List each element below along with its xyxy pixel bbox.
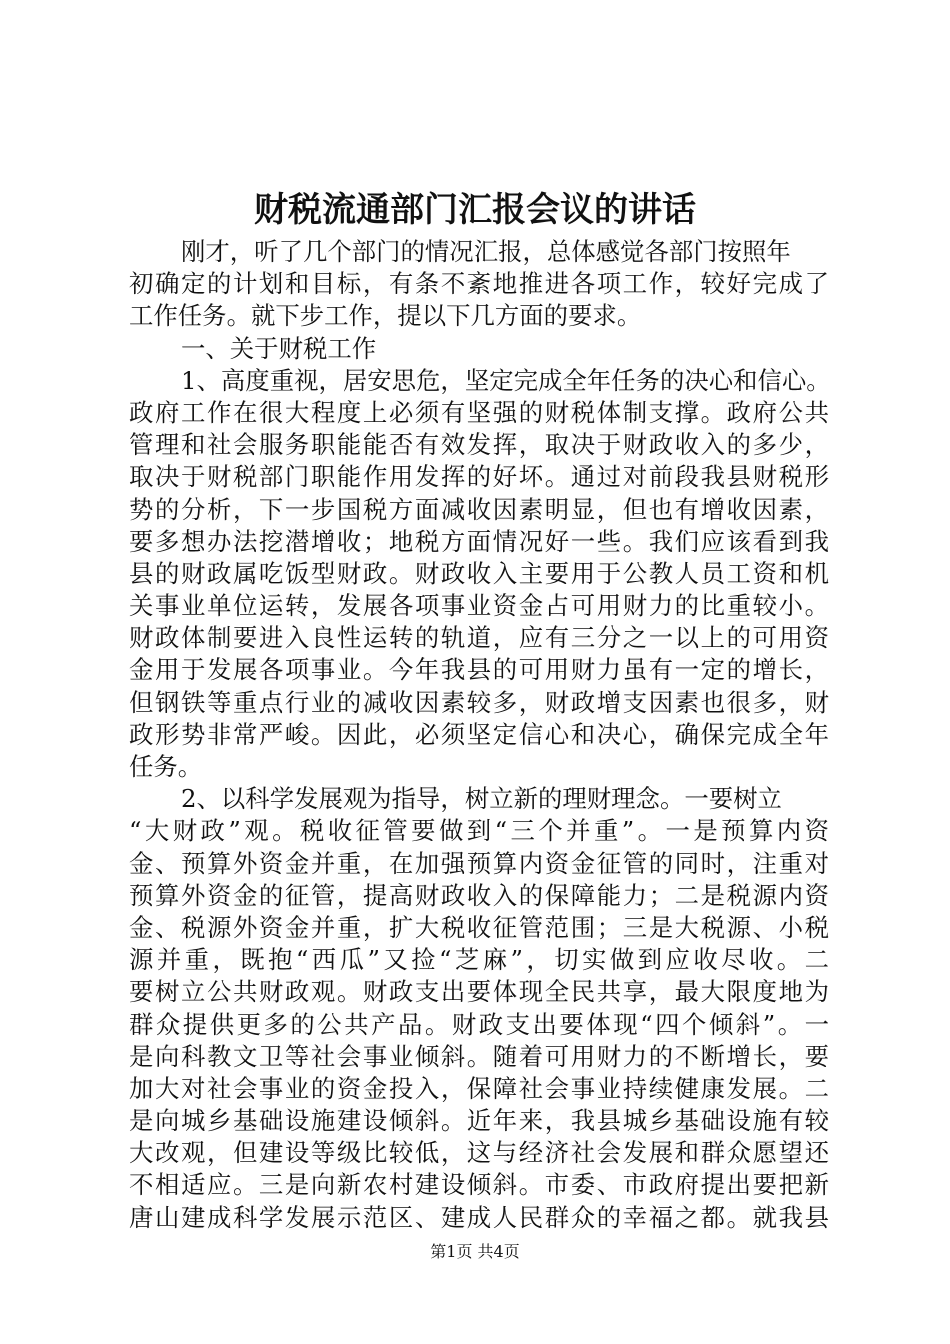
paragraph-line: 1、高度重视，居安思危，坚定完成全年任务的决心和信心。 (181, 365, 831, 395)
paragraph-line: 金用于发展各项事业。今年我县的可用财力虽有一定的增长， (129, 655, 829, 685)
paragraph-line: 取决于财税部门职能作用发挥的好坏。通过对前段我县财税形 (129, 462, 829, 492)
paragraph-line: 源并重，既抱“西瓜”又捡“芝麻”，切实做到应收尽收。二 (129, 945, 829, 975)
paragraph-line: 但钢铁等重点行业的减收因素较多，财政增支因素也很多，财 (129, 687, 829, 717)
paragraph-line: 管理和社会服务职能能否有效发挥，取决于财政收入的多少， (129, 430, 829, 460)
document-body (129, 236, 829, 1234)
paragraph-line: 任务。 (129, 752, 203, 781)
paragraph-line: 是向科教文卫等社会事业倾斜。随着可用财力的不断增长，要 (129, 1041, 829, 1071)
page-footer: 第1页 共4页 (430, 1242, 520, 1261)
paragraph-line: 政形势非常严峻。因此，必须坚定信心和决心，确保完成全年 (129, 719, 829, 749)
paragraph-line: 财政体制要进入良性运转的轨道，应有三分之一以上的可用资 (129, 623, 829, 653)
paragraph-line: 初确定的计划和目标，有条不紊地推进各项工作，较好完成了 (129, 269, 829, 299)
paragraph-line: 金、税源外资金并重，扩大税收征管范围；三是大税源、小税 (129, 912, 829, 942)
paragraph-line: 刚才，听了几个部门的情况汇报，总体感觉各部门按照年 (181, 237, 791, 266)
paragraph-line: 加大对社会事业的资金投入，保障社会事业持续健康发展。二 (129, 1073, 829, 1103)
document-title: 财税流通部门汇报会议的讲话 (254, 190, 696, 230)
paragraph-line: 大改观，但建设等级比较低，这与经济社会发展和群众愿望还 (129, 1138, 829, 1168)
paragraph-line: 不相适应。三是向新农村建设倾斜。市委、市政府提出要把新 (129, 1170, 829, 1200)
paragraph-line: “大财政”观。税收征管要做到“三个并重”。一是预算内资 (129, 816, 829, 846)
paragraph-line: 要树立公共财政观。财政支出要体现全民共享，最大限度地为 (129, 977, 829, 1007)
paragraph-line: 预算外资金的征管，提高财政收入的保障能力；二是税源内资 (129, 880, 829, 910)
paragraph-line: 关事业单位运转，发展各项事业资金占可用财力的比重较小。 (129, 591, 829, 621)
paragraph-line: 势的分析，下一步国税方面减收因素明显，但也有增收因素， (129, 494, 829, 524)
paragraph-line: 2、以科学发展观为指导，树立新的理财理念。一要树立 (181, 784, 782, 814)
paragraph-line: 是向城乡基础设施建设倾斜。近年来，我县城乡基础设施有较 (129, 1106, 829, 1136)
paragraph-line: 政府工作在很大程度上必须有坚强的财税体制支撑。政府公共 (129, 397, 829, 427)
section-heading: 一、关于财税工作 (181, 333, 377, 363)
paragraph-line: 要多想办法挖潜增收；地税方面情况好一些。我们应该看到我 (129, 526, 829, 556)
paragraph-line: 金、预算外资金并重，在加强预算内资金征管的同时，注重对 (129, 848, 829, 878)
paragraph-line: 唐山建成科学发展示范区、建成人民群众的幸福之都。就我县 (129, 1202, 829, 1232)
paragraph-line: 工作任务。就下步工作，提以下几方面的要求。 (129, 301, 642, 331)
paragraph-line: 县的财政属吃饭型财政。财政收入主要用于公教人员工资和机 (129, 558, 829, 588)
paragraph-line: 群众提供更多的公共产品。财政支出要体现“四个倾斜”。一 (129, 1009, 829, 1039)
